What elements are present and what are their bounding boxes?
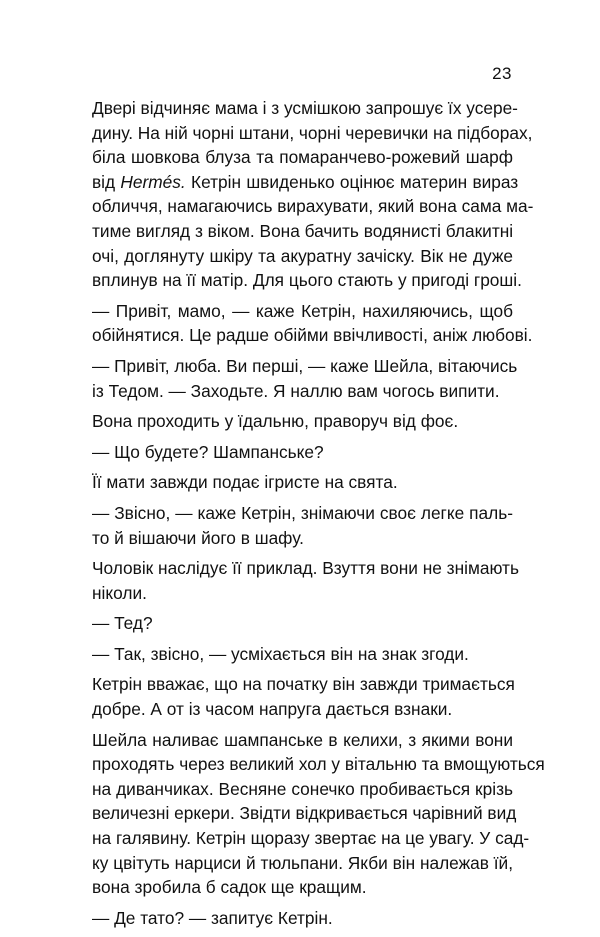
text-line: добре. А от із часом напруга дається взнаки. — [92, 699, 453, 720]
paragraph-8 — [92, 556, 519, 605]
text-line: ніколи. — [92, 582, 147, 603]
paragraph-12 — [92, 728, 545, 900]
text-line: вплинув на її матір. Для цього стають у пригоді гроші. — [92, 270, 522, 291]
text-line: із Тедом. — Заходьте. Я наллю вам чогось випити. — [92, 380, 500, 401]
text-line: Вона проходить у їдальню, праворуч від фоє. — [92, 411, 459, 432]
paragraph-9 — [92, 611, 513, 636]
text-line: Двері відчиняє мама і з усмішкою запрошує їх усере- — [92, 98, 518, 118]
paragraph-6 — [92, 470, 513, 495]
text-line-with-italic — [92, 170, 519, 195]
text-line: то й вішаючи його в шафу. — [92, 527, 304, 548]
text-line: — Звісно, — каже Кетрін, знімаючи своє легке паль- — [92, 502, 513, 523]
body-text — [92, 96, 545, 936]
paragraph-3 — [92, 354, 518, 403]
text-line: дину. На ній чорні штани, чорні черевички на підборах, — [92, 122, 533, 143]
paragraph-1 — [92, 96, 534, 293]
paragraph-13 — [92, 906, 513, 931]
text-line: — Де тато? — запитує Кетрін. — [92, 907, 333, 928]
paragraph-11 — [92, 672, 513, 721]
text-line: Кетрін вважає, що на початку він завжди тримається — [92, 674, 515, 695]
text-line: обличчя, намагаючись вирахувати, який вона сама ма- — [92, 196, 534, 217]
paragraph-5 — [92, 440, 513, 465]
text-line: обійнятися. Це радше обійми ввічливості, аніж любові. — [92, 325, 533, 346]
paragraph-7 — [92, 501, 513, 550]
text-line: очі, доглянуту шкіру та акуратну зачіску. Вік не дуже — [92, 245, 513, 266]
text-line: — Так, звісно, — усміхається він на знак згоди. — [92, 643, 469, 664]
text-line: вона зробила б садок ще кращим. — [92, 877, 367, 898]
text-line: — Привіт, мамо, — каже Кетрін, нахиляючись, щоб — [92, 300, 513, 321]
text-line: проходять через великий хол у вітальню та вмощуються — [92, 754, 545, 775]
text-line: Її мати завжди подає ігристе на свята. — [92, 472, 398, 493]
text-line: ку цвітуть нарциси й тюльпани. Якби він належав їй, — [92, 852, 514, 873]
paragraph-4 — [92, 409, 513, 434]
page-number: 23 — [492, 64, 512, 83]
text-line: — Що будете? Шампанське? — [92, 441, 324, 462]
text-fragment: Кетрін швиденько оцінює материн вираз — [185, 171, 519, 192]
brand-name-italic: Hermés. — [120, 171, 186, 192]
text-fragment: від — [92, 171, 121, 192]
paragraph-2 — [92, 299, 533, 348]
text-line: біла шовкова блуза та помаранчево-рожевий шарф — [92, 147, 513, 168]
text-line: Шейла наливає шампанське в келихи, з якими вони — [92, 729, 513, 750]
text-line: — Тед? — [92, 613, 153, 634]
text-line: величезні еркери. Звідти відкривається чарівний вид — [92, 803, 517, 824]
paragraph-10 — [92, 642, 513, 667]
text-line: на галявину. Кетрін щоразу звертає на це увагу. У сад- — [92, 828, 530, 849]
text-line: — Привіт, люба. Ви перші, — каже Шейла, вітаючись — [92, 355, 518, 376]
text-line: Чоловік наслідує її приклад. Взуття вони не знімають — [92, 558, 519, 579]
text-line: тиме вигляд з віком. Вона бачить водянисті блакитні — [92, 220, 514, 241]
text-line: на диванчиках. Весняне сонечко пробивається крізь — [92, 778, 513, 799]
